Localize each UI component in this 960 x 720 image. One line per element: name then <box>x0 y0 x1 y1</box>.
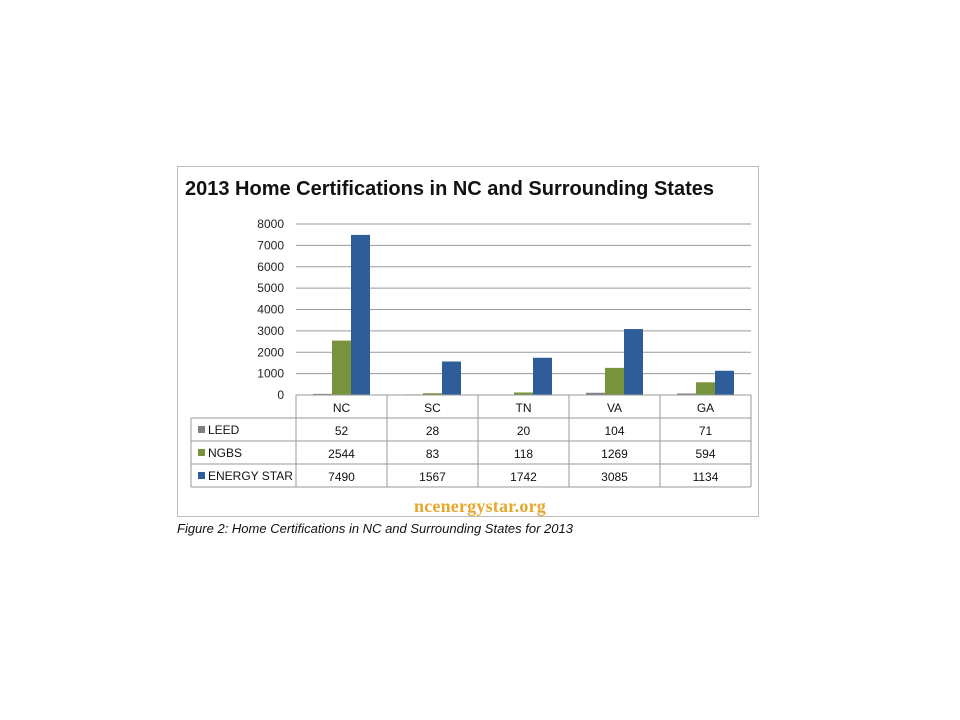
legend-swatch <box>198 449 205 456</box>
data-label: 1567 <box>419 470 446 484</box>
data-label: 20 <box>516 424 531 438</box>
y-tick-label: 2000 <box>257 345 284 360</box>
y-tick-label: 4000 <box>257 302 284 317</box>
bar-energy-star-ga <box>715 371 734 395</box>
y-tick-label: 6000 <box>257 259 284 274</box>
bar-energy-star-nc <box>351 235 370 395</box>
y-tick-label: 3000 <box>257 323 284 338</box>
data-label: 1134 <box>692 470 719 484</box>
category-label: GA <box>696 401 715 415</box>
legend-entry: NGBS <box>208 446 243 460</box>
data-label: 1269 <box>601 447 628 461</box>
category-label: NC <box>332 401 351 415</box>
y-tick-label: 1000 <box>257 366 284 381</box>
bars <box>313 235 734 395</box>
data-label: 83 <box>425 447 440 461</box>
legend-swatch <box>198 426 205 433</box>
category-label: TN <box>515 401 532 415</box>
legend-swatch <box>198 472 205 479</box>
data-label: 3085 <box>601 470 628 484</box>
data-label: 118 <box>513 447 534 461</box>
data-label: 2544 <box>328 447 355 461</box>
y-axis-ticks <box>257 217 284 402</box>
data-label: 1742 <box>510 470 537 484</box>
y-tick-label: 8000 <box>257 217 284 231</box>
bar-energy-star-tn <box>533 358 552 395</box>
bar-ngbs-nc <box>332 341 351 395</box>
category-label: SC <box>424 401 441 415</box>
y-tick-label: 0 <box>277 388 284 402</box>
bar-energy-star-va <box>624 329 643 395</box>
chart-title: 2013 Home Certifications in NC and Surrounding States <box>185 178 714 200</box>
data-label: 7490 <box>328 470 355 484</box>
data-table <box>191 395 751 487</box>
data-label: 71 <box>698 424 713 438</box>
bar-ngbs-ga <box>696 382 715 395</box>
bar-ngbs-va <box>605 368 624 395</box>
category-label: VA <box>606 401 623 415</box>
data-label: 28 <box>425 424 440 438</box>
watermark-text: ncenergystar.org <box>413 496 546 516</box>
figure-caption: Figure 2: Home Certifications in NC and Surrounding States for 2013 <box>177 521 573 536</box>
y-tick-label: 7000 <box>257 238 284 253</box>
legend-entry: LEED <box>208 423 240 437</box>
bar-energy-star-sc <box>442 362 461 395</box>
legend-entry: ENERGY STAR <box>208 469 293 483</box>
data-label: 594 <box>695 447 716 461</box>
y-tick-label: 5000 <box>257 281 284 296</box>
data-label: 52 <box>334 424 349 438</box>
data-label: 104 <box>604 424 625 438</box>
